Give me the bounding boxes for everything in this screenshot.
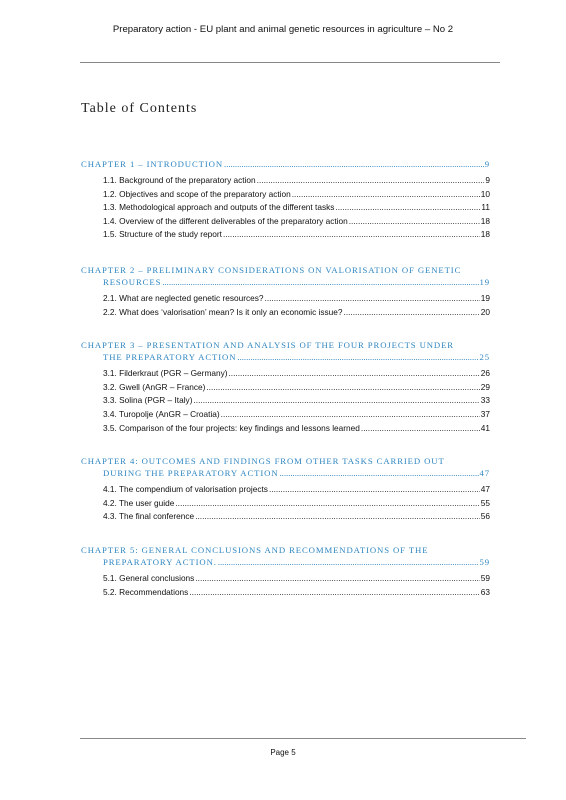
toc-chapter-title[interactable]: CHAPTER 1 – INTRODUCTION [81, 159, 224, 169]
toc-section-entry[interactable] [81, 367, 490, 381]
header-divider [80, 62, 500, 63]
toc-section-entry[interactable] [81, 215, 490, 229]
dot-leader [269, 483, 480, 497]
dot-leader [162, 276, 478, 288]
toc-section-entry[interactable] [81, 572, 490, 586]
toc-section-page: 10 [480, 188, 490, 199]
toc-section-page: 11 [481, 202, 490, 213]
toc-chapter [81, 264, 490, 319]
toc-section-entry[interactable] [81, 586, 490, 600]
toc-section-page: 56 [480, 511, 490, 522]
toc-section-title: 3.3. Solina (PGR – Italy) [103, 395, 193, 406]
toc-section-title: 4.1. The compendium of valorisation projects [103, 484, 268, 495]
toc-section-page: 20 [480, 306, 490, 317]
toc-chapter-page[interactable]: 59 [479, 556, 490, 567]
toc-section-page: 59 [480, 572, 490, 583]
dot-leader [195, 510, 480, 524]
toc-chapter-page[interactable]: 19 [479, 276, 490, 287]
toc-section-title: 2.1. What are neglected genetic resources? [103, 292, 264, 303]
toc-section-entry[interactable] [81, 201, 490, 215]
dot-leader [175, 497, 479, 511]
toc-section-entry[interactable] [81, 422, 490, 436]
table-of-contents [81, 158, 490, 599]
toc-chapter [81, 455, 490, 524]
toc-section-title: 1.2. Objectives and scope of the preparatory action [103, 188, 291, 199]
dot-leader [224, 158, 484, 170]
toc-chapter-page[interactable]: 47 [479, 468, 490, 479]
toc-section-entry[interactable] [81, 394, 490, 408]
toc-section-entry[interactable] [81, 174, 490, 188]
toc-section-entry[interactable] [81, 483, 490, 497]
toc-title: Table of Contents [81, 101, 198, 116]
toc-section-title: 4.3. The final conference [103, 511, 195, 522]
toc-chapter [81, 158, 490, 242]
dot-leader [292, 188, 480, 202]
toc-section-title: 1.1. Background of the preparatory action [103, 175, 256, 185]
toc-section-title: 3.5. Comparison of the four projects: key findings and lessons learned [103, 422, 360, 433]
toc-section-title: 1.4. Overview of the different deliverables of the preparatory action [103, 215, 348, 226]
dot-leader [280, 467, 479, 479]
toc-chapter [81, 544, 490, 599]
dot-leader [344, 306, 480, 320]
dot-leader [361, 422, 480, 436]
toc-chapter-title-continued[interactable]: THE PREPARATORY ACTION [103, 352, 237, 363]
toc-chapter-title[interactable]: CHAPTER 5: GENERAL CONCLUSIONS AND RECOMMENDATIONS OF THE [81, 544, 429, 555]
dot-leader [349, 215, 480, 229]
dot-leader [223, 228, 480, 242]
toc-chapter-page[interactable]: 25 [479, 352, 490, 363]
toc-section-title: 3.2. Gwell (AnGR – France) [103, 381, 206, 392]
running-header: Preparatory action - EU plant and animal genetic resources in agriculture – No 2 [112, 24, 454, 35]
toc-section-title: 2.2. What does ‘valorisation’ mean? Is it only an economic issue? [103, 306, 343, 317]
toc-chapter-title[interactable]: CHAPTER 3 – PRESENTATION AND ANALYSIS OF THE FOUR PROJECTS UNDER [81, 340, 454, 351]
dot-leader [237, 351, 478, 363]
toc-section-page: 18 [480, 215, 490, 226]
toc-section-page: 9 [485, 175, 490, 185]
toc-section-entry[interactable] [81, 292, 490, 306]
dot-leader [335, 201, 480, 215]
toc-chapter [81, 339, 490, 435]
toc-section-title: 5.2. Recommendations [103, 586, 189, 597]
toc-section-page: 18 [480, 229, 490, 240]
toc-chapter-title[interactable]: CHAPTER 2 – PRELIMINARY CONSIDERATIONS ON VALORISATION OF GENETIC [81, 264, 462, 275]
toc-section-title: 1.3. Methodological approach and outputs of the different tasks [103, 202, 335, 213]
toc-chapter-title-continued[interactable]: DURING THE PREPARATORY ACTION [103, 468, 279, 479]
toc-section-title: 3.4. Turopolje (AnGR – Croatia) [103, 408, 220, 419]
toc-section-title: 5.1. General conclusions [103, 572, 195, 583]
toc-section-entry[interactable] [81, 381, 490, 395]
dot-leader [189, 586, 479, 600]
toc-section-page: 41 [480, 422, 490, 433]
dot-leader [257, 174, 485, 188]
toc-chapter-title-continued[interactable]: RESOURCES [103, 276, 162, 287]
toc-section-page: 33 [480, 395, 490, 406]
footer-divider [80, 738, 526, 739]
toc-section-entry[interactable] [81, 188, 490, 202]
toc-chapter-title[interactable]: CHAPTER 4: OUTCOMES AND FINDINGS FROM OTHER TASKS CARRIED OUT [81, 456, 445, 467]
dot-leader [229, 367, 480, 381]
toc-section-page: 29 [480, 381, 490, 392]
toc-section-title: 3.1. Filderkraut (PGR – Germany) [103, 368, 228, 379]
page-number: Page 5 [270, 748, 296, 757]
toc-section-entry[interactable] [81, 408, 490, 422]
dot-leader [221, 408, 480, 422]
toc-section-page: 63 [480, 586, 490, 597]
toc-section-page: 37 [480, 408, 490, 419]
dot-leader [218, 556, 479, 568]
toc-section-page: 19 [480, 292, 490, 303]
toc-section-page: 26 [480, 368, 490, 379]
dot-leader [193, 394, 479, 408]
toc-chapter-page[interactable]: 9 [484, 159, 490, 169]
dot-leader [206, 381, 479, 395]
toc-section-page: 55 [480, 497, 490, 508]
dot-leader [195, 572, 479, 586]
toc-section-title: 1.5. Structure of the study report [103, 229, 222, 240]
toc-section-title: 4.2. The user guide [103, 497, 175, 508]
toc-section-entry[interactable] [81, 306, 490, 320]
dot-leader [265, 292, 480, 306]
toc-section-entry[interactable] [81, 510, 490, 524]
toc-section-entry[interactable] [81, 497, 490, 511]
toc-section-page: 47 [480, 484, 490, 495]
toc-section-entry[interactable] [81, 228, 490, 242]
toc-chapter-title-continued[interactable]: PREPARATORY ACTION. [103, 556, 217, 567]
